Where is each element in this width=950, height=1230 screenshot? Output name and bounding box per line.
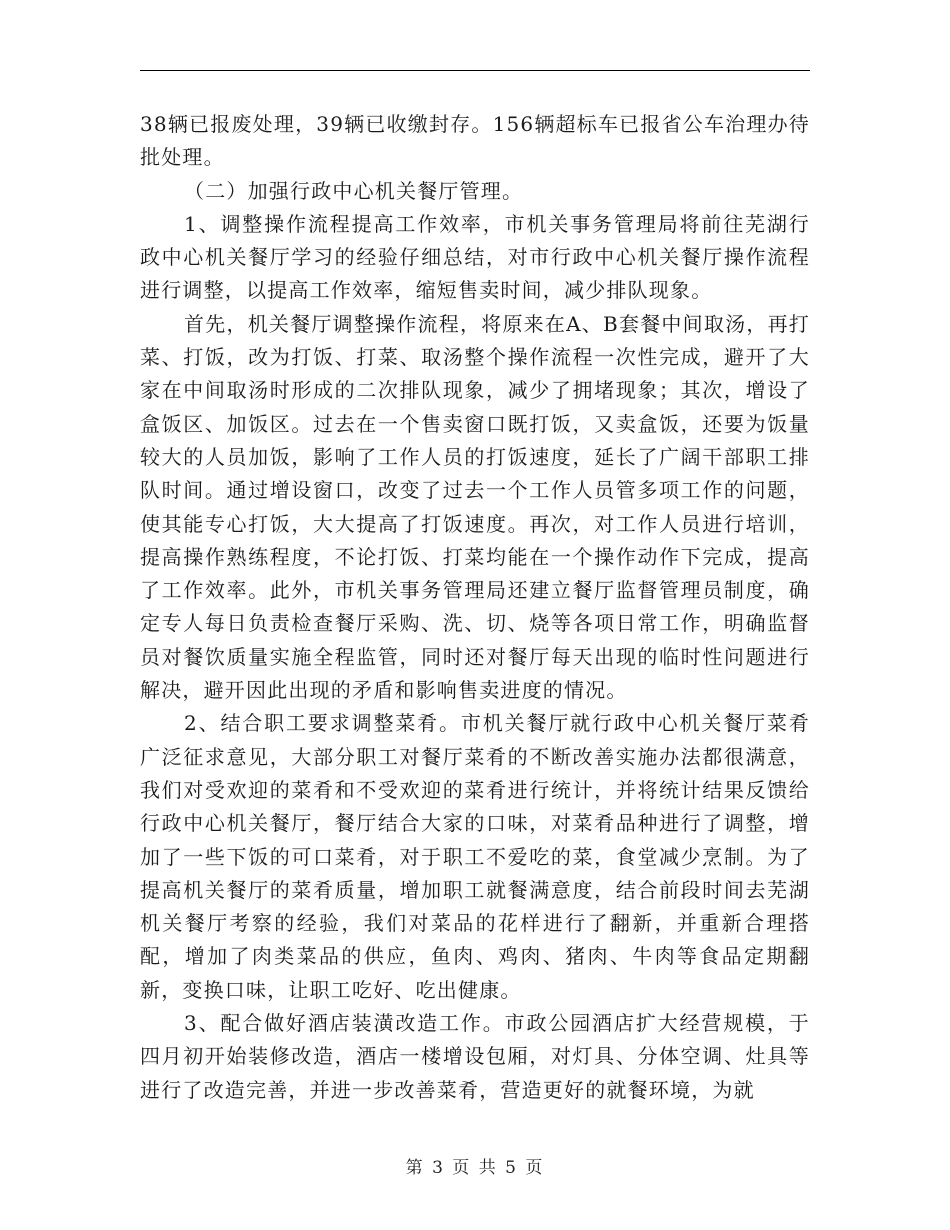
- paragraph-item-3: 3、配合做好酒店装潢改造工作。市政公园酒店扩大经营规模，于四月初开始装修改造，酒店一楼增设包厢，对灯具、分体空调、灶具等进行了改造完善，并进一步改善菜肴，营造更好的就餐环境，为就: [140, 1011, 810, 1102]
- paragraph-1: 38辆已报废处理，39辆已收缴封存。156辆超标车已报省公车治理办待批处理。: [140, 112, 810, 170]
- section-heading: （二）加强行政中心机关餐厅管理。: [184, 178, 524, 203]
- document-body: [140, 108, 810, 1107]
- paragraph-item-2: 2、结合职工要求调整菜肴。市机关餐厅就行政中心机关餐厅菜肴广泛征求意见，大部分职工对餐厅菜肴的不断改善实施办法都很满意，我们对受欢迎的菜肴和不受欢迎的菜肴进行统计，并将统计结果反馈给行政中心机关餐厅，餐厅结合大家的口味，对菜肴品种进行了调整，增加了一些下饭的可口菜肴，对于职工不爱吃的菜，食堂减少烹制。为了提高机关餐厅的菜肴质量，增加职工就餐满意度，结合前段时间去芜湖机关餐厅考察的经验，我们对菜品的花样进行了翻新，并重新合理搭配，增加了肉类菜品的供应，鱼肉、鸡肉、猪肉、牛肉等食品定期翻新，变换口味，让职工吃好、吃出健康。: [140, 711, 810, 1002]
- page-footer: 第 3 页 共 5 页: [405, 1158, 545, 1178]
- paragraph-item-1: 1、调整操作流程提高工作效率，市机关事务管理局将前往芜湖行政中心机关餐厅学习的经验仔细总结，对市行政中心机关餐厅操作流程进行调整，以提高工作效率，缩短售卖时间，减少排队现象。: [140, 211, 810, 303]
- header-rule: [140, 70, 810, 71]
- paragraph-details: 首先，机关餐厅调整操作流程，将原来在A、B套餐中间取汤，再打菜、打饭，改为打饭、打菜、取汤整个操作流程一次性完成，避开了大家在中间取汤时形成的二次排队现象，减少了拥堵现象；其次，增设了盒饭区、加饭区。过去在一个售卖窗口既打饭，又卖盒饭，还要为饭量较大的人员加饭，影响了工作人员的打饭速度，延长了广阔干部职工排队时间。通过增设窗口，改变了过去一个工作人员管多项工作的问题，使其能专心打饭，大大提高了打饭速度。再次，对工作人员进行培训，提高操作熟练程度，不论打饭、打菜均能在一个操作动作下完成，提高了工作效率。此外，市机关事务管理局还建立餐厅监督管理员制度，确定专人每日负责检查餐厅采购、洗、切、烧等各项日常工作，明确监督员对餐饮质量实施全程监管，同时还对餐厅每天出现的临时性问题进行解决，避开因此出现的矛盾和影响售卖进度的情况。: [140, 311, 810, 703]
